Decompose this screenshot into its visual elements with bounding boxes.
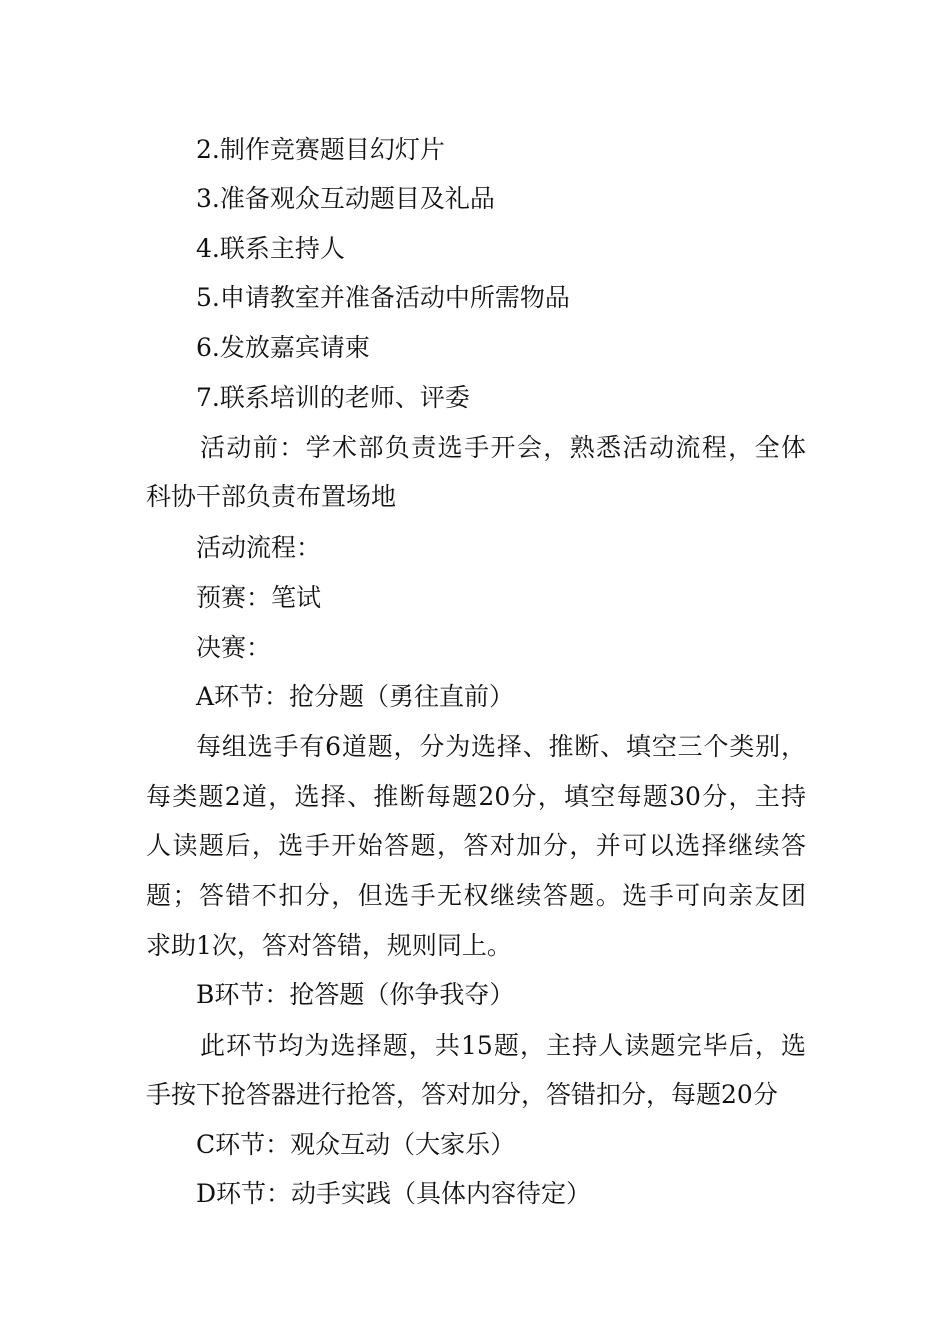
- section-heading: A环节：抢分题（勇往直前）: [196, 682, 515, 711]
- paragraph-line: 活动前：学术部负责选手开会，熟悉活动流程，全体: [200, 433, 806, 462]
- section-heading: 决赛：: [196, 633, 272, 662]
- section-heading: B环节：抢答题（你争我夺）: [196, 980, 515, 1009]
- section-heading: D环节：动手实践（具体内容待定）: [196, 1179, 592, 1208]
- paragraph-line: 每类题2道，选择、推断每题20分，填空每题30分，主持: [146, 782, 806, 811]
- section-heading: C环节：观众互动（大家乐）: [196, 1130, 516, 1159]
- list-item: 5.申请教室并准备活动中所需物品: [196, 283, 570, 312]
- list-item: 7.联系培训的老师、评委: [196, 383, 470, 412]
- paragraph-line: 此环节均为选择题，共15题，主持人读题完毕后，选: [200, 1031, 806, 1060]
- paragraph-line: 求助1次，答对答错，规则同上。: [146, 931, 512, 960]
- paragraph-line: 人读题后，选手开始答题，答对加分，并可以选择继续答: [146, 831, 806, 860]
- section-heading: 活动流程：: [196, 533, 322, 562]
- paragraph-line: 科协干部负责布置场地: [146, 482, 397, 511]
- paragraph-line: 每组选手有6道题，分为选择、推断、填空三个类别，: [196, 732, 806, 761]
- list-item: 6.发放嘉宾请柬: [196, 333, 370, 362]
- paragraph-line: 题；答错不扣分，但选手无权继续答题。选手可向亲友团: [146, 881, 806, 910]
- list-item: 4.联系主持人: [196, 234, 345, 263]
- paragraph-line: 手按下抢答器进行抢答，答对加分，答错扣分，每题20分: [146, 1080, 778, 1109]
- list-item: 3.准备观众互动题目及礼品: [196, 184, 495, 213]
- section-heading: 预赛：笔试: [196, 583, 322, 612]
- list-item: 2.制作竞赛题目幻灯片: [196, 135, 445, 164]
